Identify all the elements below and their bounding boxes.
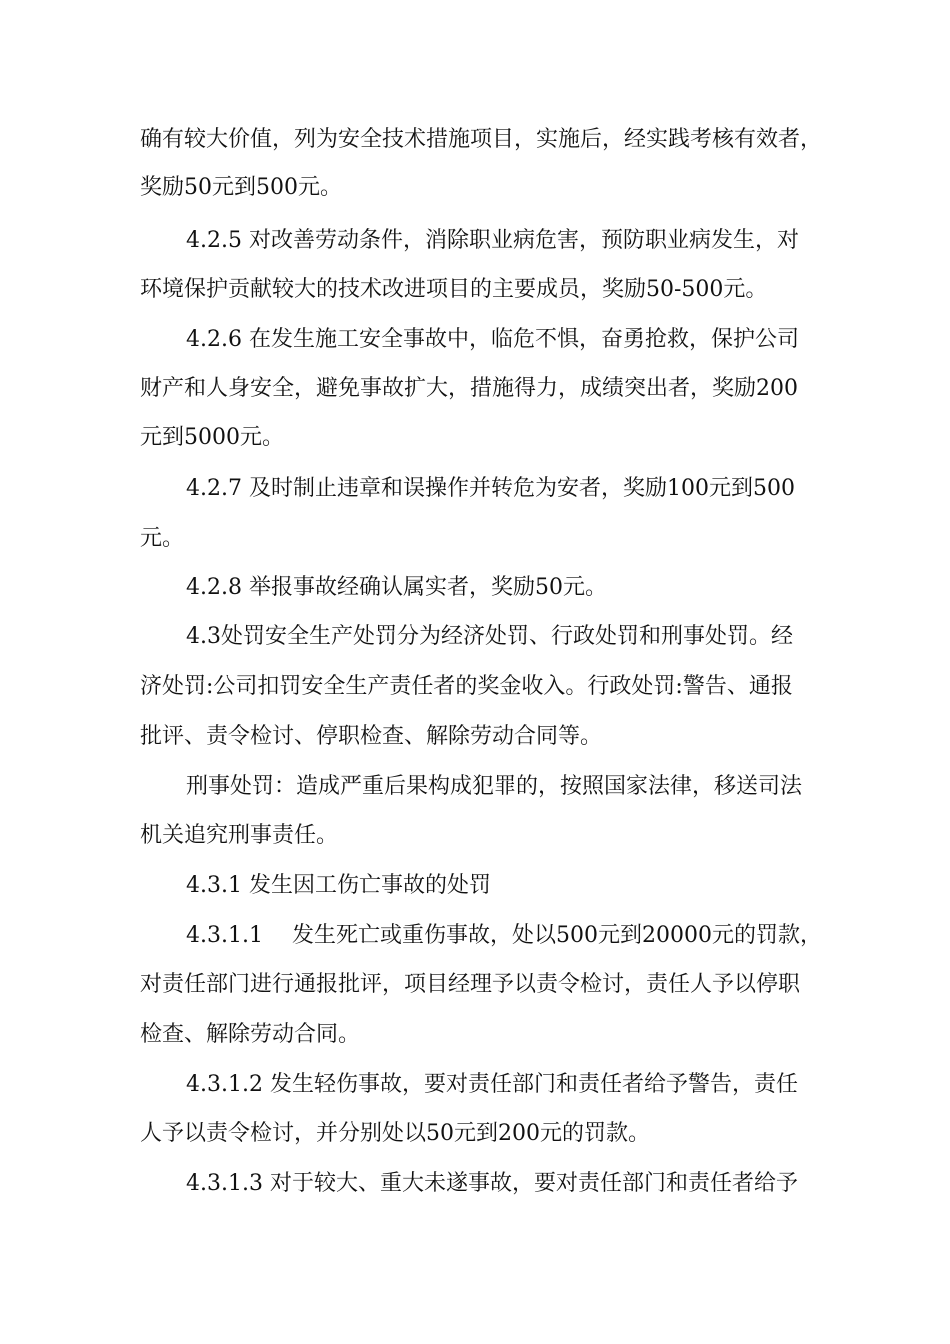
- text-line-15: 机关追究刑事责任。: [140, 823, 339, 848]
- text-line-9: 元。: [140, 526, 185, 551]
- text-line-3: 4.2.5 对改善劳动条件，消除职业病危害，预防职业病发生，对: [186, 228, 799, 253]
- text-line-10: 4.2.8 举报事故经确认属实者，奖励50元。: [186, 575, 607, 600]
- text-line-22: 4.3.1.3 对于较大、重大未遂事故，要对责任部门和责任者给予: [186, 1171, 798, 1196]
- text-line-16: 4.3.1 发生因工伤亡事故的处罚: [186, 873, 491, 898]
- text-line-12: 济处罚:公司扣罚安全生产责任者的奖金收入。行政处罚:警告、通报: [140, 674, 793, 699]
- text-line-8: 4.2.7 及时制止违章和误操作并转危为安者，奖励100元到500: [186, 476, 795, 501]
- text-line-1: 确有较大价值，列为安全技术措施项目，实施后，经实践考核有效者，: [140, 127, 823, 152]
- text-line-14: 刑事处罚：造成严重后果构成犯罪的，按照国家法律，移送司法: [186, 774, 803, 799]
- text-line-13: 批评、责令检讨、停职检查、解除劳动合同等。: [140, 724, 603, 749]
- text-line-18: 对责任部门进行通报批评，项目经理予以责令检讨，责任人予以停职: [140, 972, 801, 997]
- text-line-17: 4.3.1.1 发生死亡或重伤事故，处以500元到20000元的罚款，: [186, 923, 822, 948]
- text-line-2: 奖励50元到500元。: [140, 175, 342, 200]
- text-line-11: 4.3处罚安全生产处罚分为经济处罚、行政处罚和刑事处罚。经: [186, 624, 793, 649]
- text-line-19: 检查、解除劳动合同。: [140, 1022, 361, 1047]
- text-line-4: 环境保护贡献较大的技术改进项目的主要成员，奖励50-500元。: [140, 277, 768, 302]
- text-line-5: 4.2.6 在发生施工安全事故中，临危不惧，奋勇抢救，保护公司: [186, 327, 799, 352]
- text-line-20: 4.3.1.2 发生轻伤事故，要对责任部门和责任者给予警告，责任: [186, 1072, 798, 1097]
- text-line-6: 财产和人身安全，避免事故扩大，措施得力，成绩突出者，奖励200: [140, 376, 798, 401]
- text-line-7: 元到5000元。: [140, 425, 284, 450]
- text-line-21: 人予以责令检讨，并分别处以50元到200元的罚款。: [140, 1121, 650, 1146]
